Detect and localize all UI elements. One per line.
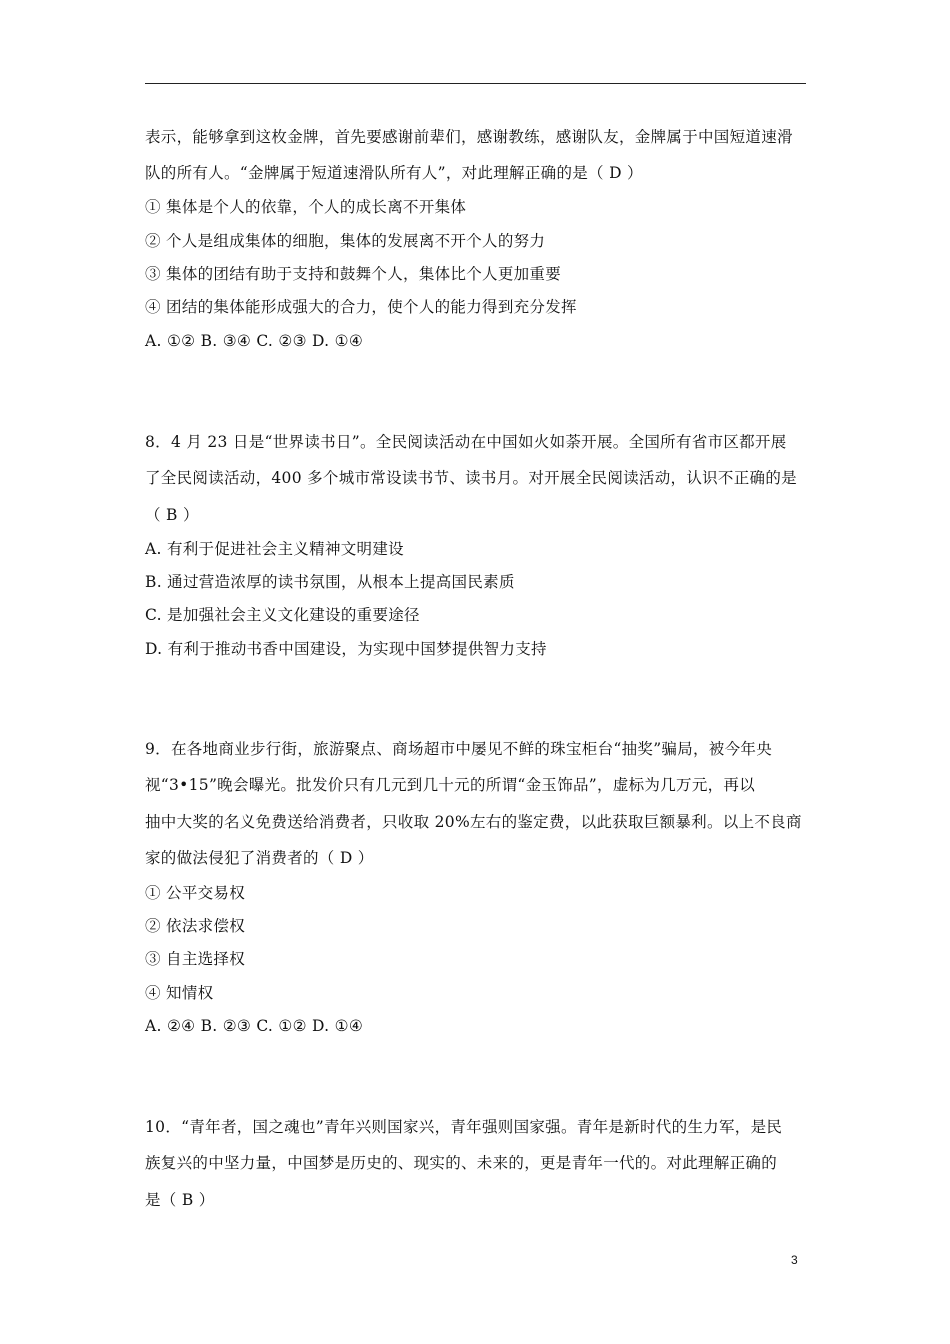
- q9-item-1: ① 公平交易权: [145, 884, 246, 902]
- q8-option-a: A. 有利于促进社会主义精神文明建设: [145, 540, 404, 558]
- q8-option-b: B. 通过营造浓厚的读书氛围，从根本上提高国民素质: [145, 573, 515, 591]
- q7-item-1: ① 集体是个人的依靠，个人的成长离不开集体: [145, 198, 467, 216]
- q7-item-2: ② 个人是组成集体的细胞，集体的发展离不开个人的努力: [145, 232, 546, 250]
- page-number: 3: [791, 1253, 798, 1267]
- q9-item-3: ③ 自主选择权: [145, 950, 246, 968]
- q10-stem-line-3: 是（ B ）: [145, 1191, 215, 1209]
- q7-item-3: ③ 集体的团结有助于支持和鼓舞个人，集体比个人更加重要: [145, 265, 562, 283]
- q9-stem-line-1: 9．在各地商业步行街，旅游聚点、商场超市中屡见不鲜的珠宝柜台“抽奖”骗局，被今年央: [145, 740, 773, 758]
- q7-item-4: ④ 团结的集体能形成强大的合力，使个人的能力得到充分发挥: [145, 298, 577, 316]
- q8-stem-line-1: 8．4 月 23 日是“世界读书日”。全民阅读活动在中国如火如荼开展。全国所有省市区都开展: [145, 433, 787, 451]
- q9-item-2: ② 依法求偿权: [145, 917, 246, 935]
- q10-stem-line-2: 族复兴的中坚力量，中国梦是历史的、现实的、未来的，更是青年一代的。对此理解正确的: [145, 1154, 778, 1172]
- q7-options: A. ①② B. ③④ C. ②③ D. ①④: [145, 332, 364, 350]
- q8-stem-line-3: （ B ）: [145, 506, 199, 524]
- q8-option-c: C. 是加强社会主义文化建设的重要途径: [145, 606, 420, 624]
- header-rule: [145, 83, 806, 84]
- q9-stem-line-3: 抽中大奖的名义免费送给消费者，只收取 20%左右的鉴定费，以此获取巨额暴利。以上不良商: [145, 813, 802, 831]
- q9-item-4: ④ 知情权: [145, 984, 214, 1002]
- q9-stem-line-4: 家的做法侵犯了消费者的（ D ）: [145, 849, 374, 867]
- q8-stem-line-2: 了全民阅读活动，400 多个城市常设读书节、读书月。对开展全民阅读活动，认识不正确的是: [145, 469, 797, 487]
- q9-options: A. ②④ B. ②③ C. ①② D. ①④: [145, 1017, 364, 1035]
- q7-stem-line-1: 表示，能够拿到这枚金牌，首先要感谢前辈们，感谢教练，感谢队友，金牌属于中国短道速滑: [145, 128, 793, 146]
- q10-stem-line-1: 10．“青年者，国之魂也”青年兴则国家兴，青年强则国家强。青年是新时代的生力军，是民: [145, 1118, 783, 1136]
- q9-stem-line-2: 视“3•15”晚会曝光。批发价只有几元到几十元的所谓“金玉饰品”，虚标为几万元，再以: [145, 776, 756, 794]
- q8-option-d: D. 有利于推动书香中国建设，为实现中国梦提供智力支持: [145, 640, 547, 658]
- q7-stem-line-2: 队的所有人。“金牌属于短道速滑队所有人”，对此理解正确的是（ D ）: [145, 164, 643, 182]
